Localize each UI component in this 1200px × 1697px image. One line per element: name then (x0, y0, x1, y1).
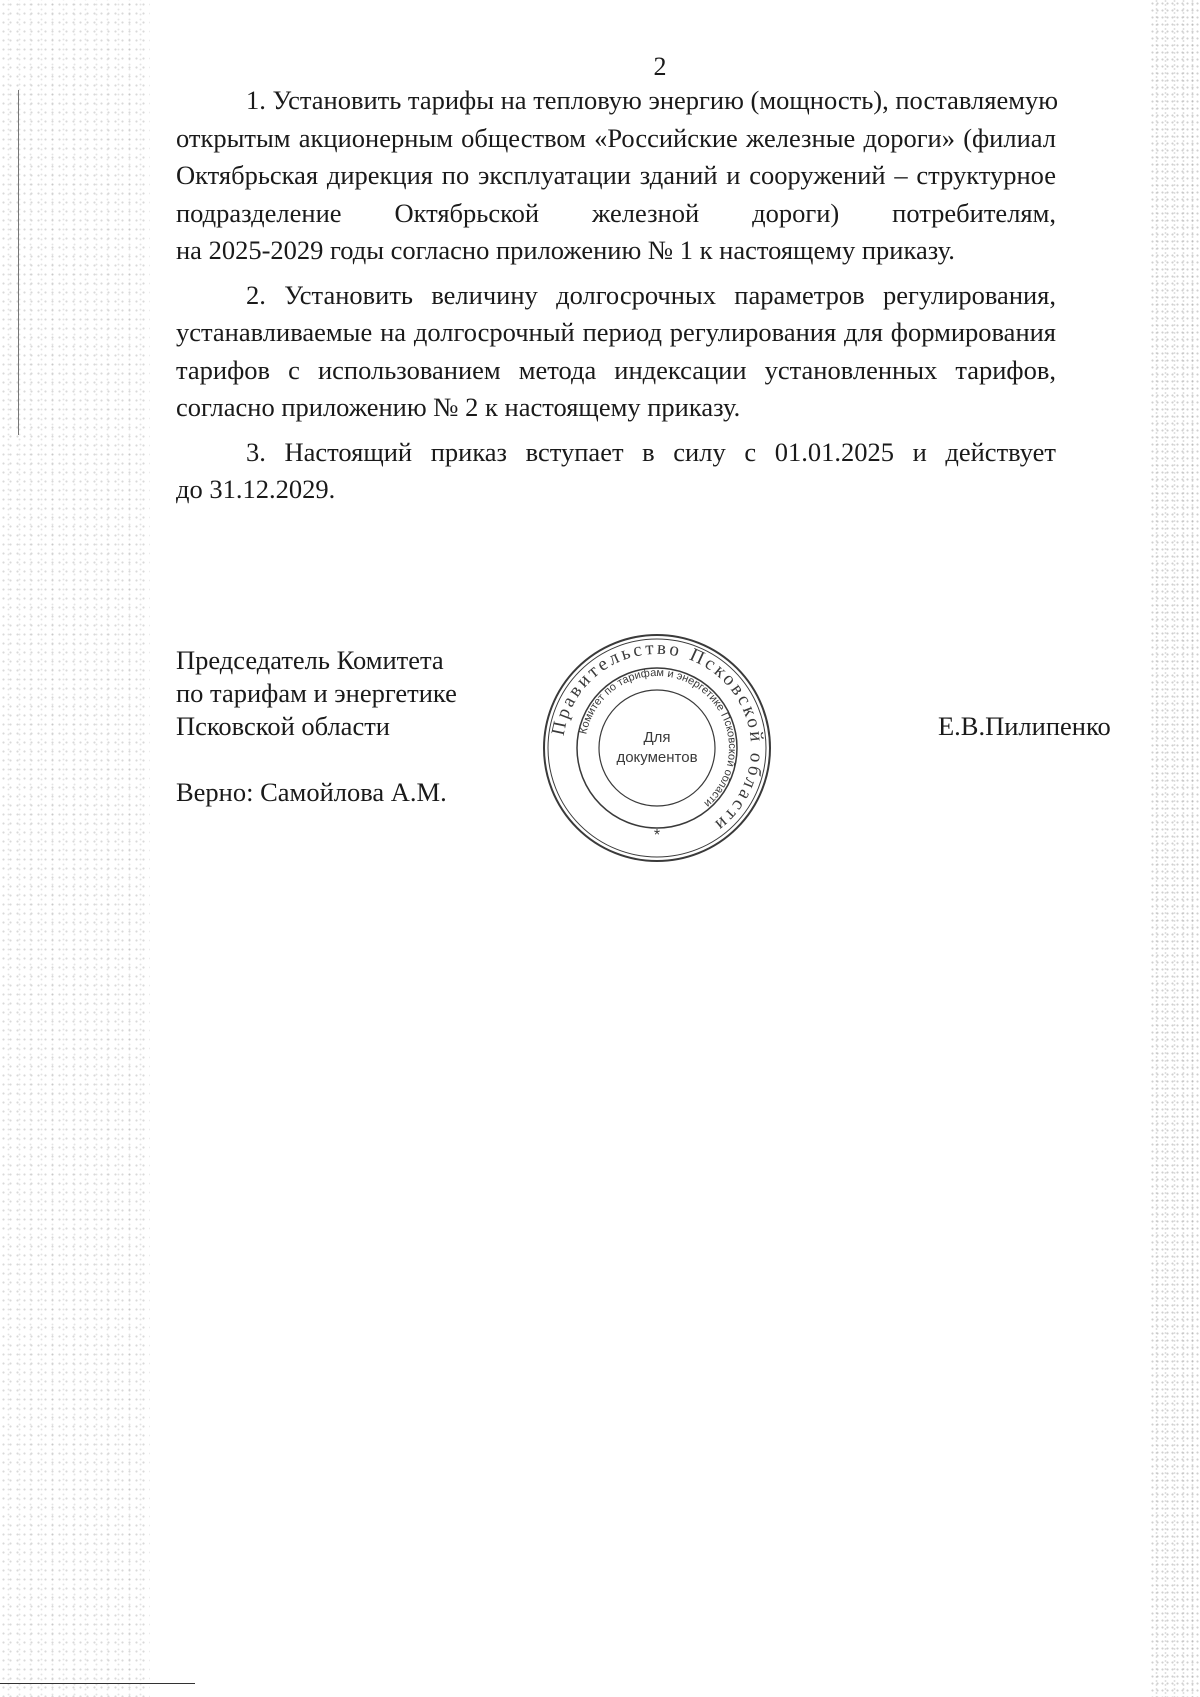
seal-outer-text: Правительство Псковской области (547, 637, 768, 837)
paragraph-1 (176, 82, 1059, 270)
paragraph-3 (176, 434, 1056, 509)
signatory-title (176, 644, 506, 743)
scan-edge-line (18, 90, 19, 435)
signatory-title-line: Председатель Комитета (176, 645, 444, 675)
seal-star-icon: * (653, 827, 661, 844)
seal-center-line-2: документов (616, 749, 698, 766)
seal-graphic (537, 628, 777, 868)
scan-noise-left (0, 0, 150, 1697)
page-number: 2 (653, 52, 667, 81)
signatory-title-line: по тарифам и энергетике (176, 678, 457, 708)
scan-bottom-line (0, 1683, 195, 1684)
text-line: Октябрьская дирекция по эксплуатации зданий и сооружений – структурное (176, 160, 1056, 190)
signatory-title-line: Псковской области (176, 711, 390, 741)
text-line: открытым акционерным обществом «Российские железные дороги» (филиал (176, 122, 1056, 153)
order-body (176, 82, 1059, 516)
text-line: согласно приложению № 2 к настоящему приказу. (176, 392, 741, 422)
seal-inner-text: Комитет по тарифам и энергетике Псковской области (577, 666, 739, 810)
official-seal (537, 628, 777, 868)
text-line: 1. Установить тарифы на тепловую энергию (мощность), поставляемую (246, 85, 1059, 115)
signatory-name: Е.В.Пилипенко (938, 711, 1111, 741)
scan-noise-right (1150, 0, 1200, 1697)
text-line: устанавливаемые на долгосрочный период регулирования для формирования (176, 317, 1056, 347)
text-line: 2. Установить величину долгосрочных параметров регулирования, (246, 279, 1056, 310)
seal-center-line-1: Для (643, 729, 671, 746)
text-line: до 31.12.2029. (176, 474, 336, 504)
text-line: тарифов с использованием метода индексации установленных тарифов, (176, 354, 1056, 385)
paragraph-2 (176, 277, 1056, 427)
text-line: подразделение Октябрьской железной дороги) потребителям, (176, 197, 1056, 228)
verified-by: Верно: Самойлова А.М. (176, 777, 447, 807)
text-line: 3. Настоящий приказ вступает в силу с 01.01.2025 и действует (246, 436, 1056, 467)
text-line: на 2025-2029 годы согласно приложению № 1 к настоящему приказу. (176, 235, 955, 265)
